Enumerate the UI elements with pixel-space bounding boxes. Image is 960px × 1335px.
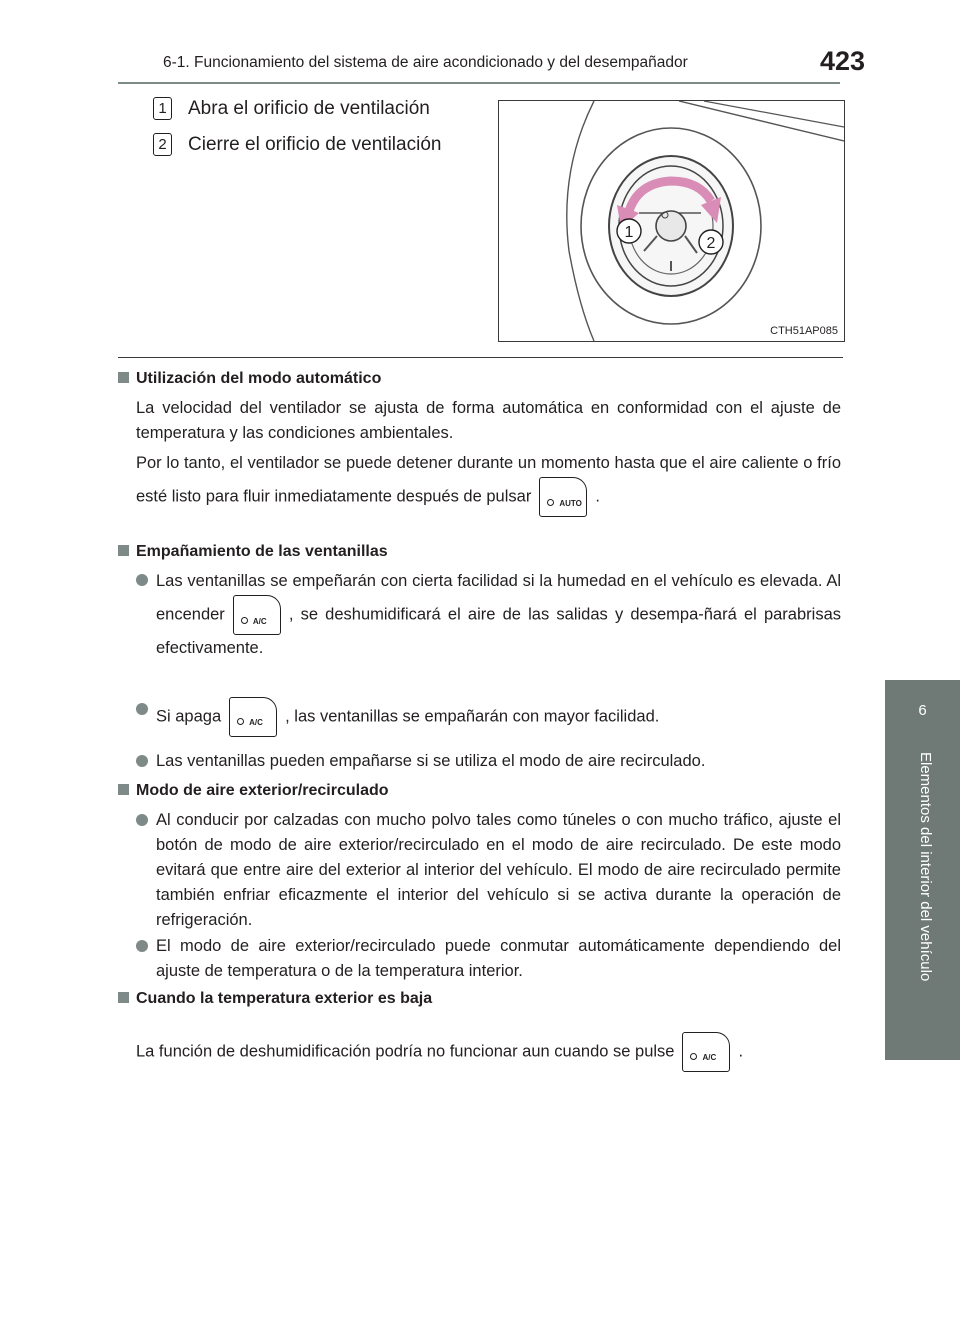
auto-button-icon: AUTO	[539, 477, 587, 517]
legend-item-close	[153, 133, 441, 156]
heading-auto-mode: Utilización del modo automático	[118, 370, 381, 388]
low-temp-para: La función de deshumidificación podría no funcionar aun cuando se pulse A/C .	[136, 1032, 841, 1072]
heading-square-icon	[118, 545, 129, 556]
section-divider	[118, 357, 843, 358]
heading-square-icon	[118, 372, 129, 383]
legend-text-close: Cierre el orificio de ventilación	[188, 133, 442, 155]
bullet-dot-icon	[136, 703, 148, 715]
vent-illustration	[498, 100, 845, 342]
auto-mode-para-1: La velocidad del ventilador se ajusta de forma automática en conformidad con el ajuste de temperatura y las condiciones ambientales.	[136, 399, 841, 442]
heading-square-icon	[118, 992, 129, 1003]
bullet-dot-icon	[136, 755, 148, 767]
ac-button-icon: A/C	[233, 595, 281, 635]
auto-mode-para-2: Por lo tanto, el ventilador se puede detener durante un momento hasta que el aire caliente o frío esté listo para fluir inmediatamente después de pulsar AUTO .	[136, 450, 841, 517]
bullet-dot-icon	[136, 814, 148, 826]
legend-number-2: 2	[153, 133, 172, 156]
air-mode-bullet-1: Al conducir por calzadas con mucho polvo tales como túneles o con mucho tráfico, ajuste el botón de modo de aire exterior/recirculado en el modo de aire recirculado. De este modo evitará que entre aire del exterior al interior del vehículo. El modo de aire recirculado permite también enfriar eficazmente el interior del vehículo si se activa durante la operación de refrigeración.	[136, 808, 841, 933]
legend-number-1: 1	[153, 97, 172, 120]
heading-square-icon	[118, 784, 129, 795]
header-rule	[118, 82, 840, 84]
legend-item-open	[153, 97, 430, 120]
heading-air-mode: Modo de aire exterior/recirculado	[118, 782, 389, 800]
figure-code: CTH51AP085	[770, 325, 838, 337]
header-title: 6-1. Funcionamiento del sistema de aire acondicionado y del desempañador	[163, 54, 688, 71]
page-number: 423	[820, 46, 866, 76]
callout-2: 2	[706, 235, 716, 252]
ac-button-icon: A/C	[682, 1032, 730, 1072]
fogging-bullet-3: Las ventanillas pueden empañarse si se utiliza el modo de aire recirculado.	[136, 749, 841, 774]
vent-drawing	[499, 101, 844, 341]
callout-1: 1	[624, 224, 634, 241]
heading-low-temp: Cuando la temperatura exterior es baja	[118, 990, 432, 1008]
chapter-label: Elementos del interior del vehículo	[917, 752, 934, 982]
bullet-dot-icon	[136, 940, 148, 952]
legend-text-open: Abra el orificio de ventilación	[188, 97, 430, 119]
fogging-bullet-2: Si apaga A/C , las ventanillas se empañarán con mayor facilidad.	[136, 697, 841, 737]
ac-button-icon: A/C	[229, 697, 277, 737]
chapter-side-tab[interactable]	[885, 680, 960, 1060]
fogging-bullet-1: Las ventanillas se empeñarán con cierta facilidad si la humedad en el vehículo es elevada. Al encender A/C , se deshumidificará el aire de las salidas y desempa-ñará el parabrisas efectivamente.	[136, 568, 841, 662]
chapter-number: 6	[918, 702, 927, 719]
air-mode-bullet-2: El modo de aire exterior/recirculado puede conmutar automáticamente dependiendo del ajuste de temperatura o de la temperatura interior.	[136, 934, 841, 984]
heading-fogging: Empañamiento de las ventanillas	[118, 543, 388, 561]
bullet-dot-icon	[136, 574, 148, 586]
